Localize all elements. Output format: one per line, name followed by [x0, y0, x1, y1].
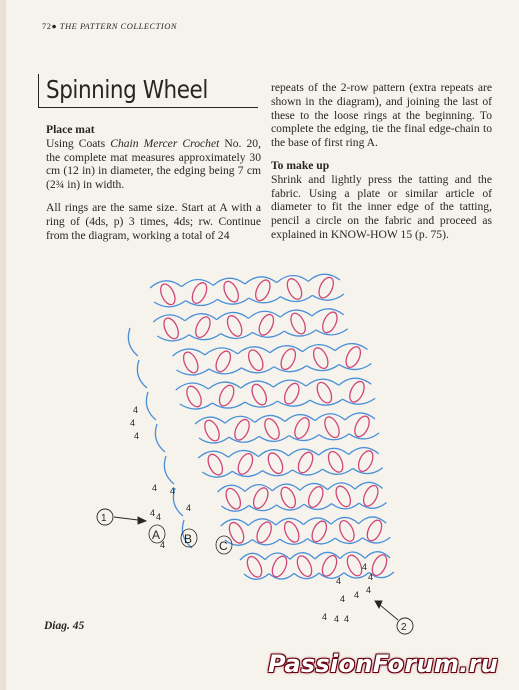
tatting-ring [295, 450, 315, 475]
stitch-count-label: 4 [156, 512, 162, 522]
tatting-ring [294, 554, 314, 579]
stitch-count-label: 4 [152, 483, 158, 493]
tatting-ring [269, 554, 289, 579]
chain-arc [164, 456, 174, 484]
tatting-ring [221, 279, 241, 304]
stitch-count-label: 4 [130, 418, 136, 428]
page-edge [0, 0, 6, 690]
chain-arc [217, 298, 249, 304]
tatting-ring [251, 486, 271, 511]
chain-arc [137, 360, 147, 388]
chain-arc [221, 332, 253, 338]
tatting-ring [326, 449, 346, 474]
tatting-ring [262, 416, 282, 441]
chain-arc [281, 295, 313, 301]
tatting-ring [184, 384, 204, 409]
running-head [42, 21, 177, 31]
tatting-ring [364, 518, 384, 543]
stitch-count-label: 4 [322, 612, 328, 622]
ring-label-a: A [152, 528, 161, 542]
stitch-count-label: 4 [340, 594, 346, 604]
tatting-ring [311, 346, 331, 371]
stitch-count-label: 4 [160, 540, 166, 550]
ring-label-c: C [219, 539, 228, 553]
stitch-count-label: 4 [344, 614, 350, 624]
stitch-count-label: 4 [368, 572, 374, 582]
tatting-ring [223, 486, 243, 511]
tatting-ring [193, 315, 213, 340]
tatting-ring [356, 449, 376, 474]
ring-label-b: B [184, 532, 193, 546]
chain-arc [154, 301, 186, 307]
tatting-ring [314, 380, 334, 405]
chain-arc [128, 328, 138, 356]
tatting-ring [232, 417, 252, 442]
pattern-title: Spinning Wheel [46, 75, 208, 104]
stitch-count-label: 4 [362, 562, 368, 572]
stitch-count-label: 4 [334, 614, 340, 624]
tatting-ring [256, 312, 276, 337]
callout-2-label: 2 [401, 622, 407, 633]
place-mat-heading: Place mat [46, 123, 95, 136]
tatting-ring [282, 381, 302, 406]
tatting-ring [246, 348, 266, 373]
tatting-ring [226, 520, 246, 545]
tatting-ring [265, 451, 285, 476]
tatting-ring [254, 520, 274, 545]
tatting-ring [278, 485, 298, 510]
tatting-ring [189, 280, 209, 305]
page-number: 72 [42, 21, 52, 31]
right-column [271, 81, 492, 242]
tatting-ring [225, 313, 245, 338]
tatting-ring [278, 347, 298, 372]
thread-name: Chain Mercer Crochet [110, 136, 220, 150]
make-up-heading: To make up [271, 158, 330, 172]
callout-1-label: 1 [101, 513, 107, 524]
title-rule-vertical [38, 74, 39, 108]
stitch-count-label: 4 [354, 590, 360, 600]
diagram-caption: Diag. 45 [44, 620, 85, 632]
callout-1 [97, 509, 146, 525]
stitch-count-label: 4 [186, 503, 192, 513]
tatting-ring [253, 278, 273, 303]
chain-arc [284, 330, 316, 336]
tatting-ring [158, 282, 178, 307]
tatting-ring [319, 553, 339, 578]
tatting-ring [309, 519, 329, 544]
tatting-ring [320, 310, 340, 335]
tatting-ring [352, 414, 372, 439]
tatting-ring [288, 311, 308, 336]
tatting-ring [217, 383, 237, 408]
chain-arc [155, 424, 165, 452]
tatting-ring [343, 345, 363, 370]
tatting-ring [316, 275, 336, 300]
tatting-ring [161, 316, 181, 341]
stitch-count-label: 4 [170, 486, 176, 496]
tatting-rings [158, 275, 390, 579]
tatting-ring [213, 349, 233, 374]
tatting-ring [181, 350, 201, 375]
stitch-count-label: 4 [150, 508, 156, 518]
tatting-ring [249, 382, 269, 407]
tatting-ring [333, 484, 353, 509]
tatting-ring [337, 518, 357, 543]
tatting-ring [202, 418, 222, 443]
tatting-diagram [90, 258, 430, 638]
make-up-paragraph: Shrink and lightly press the tatting and the fabric. Using a plate or similar article of diameter to fit the inner edge of the tatting, pencil a circle on the fabric and proceed as explained in KNOW-HOW 15 (p. 75). [271, 172, 492, 241]
left-column [46, 123, 261, 242]
stitch-count-label: 4 [366, 585, 372, 595]
tatting-ring [205, 452, 225, 477]
tatting-ring [322, 415, 342, 440]
tatting-ring [284, 276, 304, 301]
tatting-ring [244, 554, 264, 579]
materials-text-end: No. 20, the complete mat measures approximately 30 cm (12 in) in diameter, the edging being 7 cm (2¾ in) in width. [46, 136, 261, 192]
tatting-ring [235, 451, 255, 476]
section-title: THE PATTERN COLLECTION [59, 21, 178, 31]
chain-arc [157, 335, 189, 341]
tatting-ring [361, 483, 381, 508]
tatting-ring [292, 416, 312, 441]
callout-2 [375, 601, 413, 634]
stitch-count-label: 4 [133, 405, 139, 415]
materials-paragraph [46, 137, 261, 192]
stitch-count-label: 4 [336, 576, 342, 586]
tatting-ring [306, 484, 326, 509]
tatting-ring [347, 379, 367, 404]
chain-arc [146, 392, 156, 420]
site-watermark: PassionForum.ru [268, 650, 499, 678]
instructions-paragraph: All rings are the same size. Start at A with a ring of (4ds, p) 3 times, 4ds; rw. Continue from the diagram, working a total of 24 [46, 200, 261, 242]
instructions-continued: repeats of the 2-row pattern (extra repeats are shown in the diagram), and joining the last of these to the loose rings at the beginning. To complete the edging, tie the final edge-chain to the base of first ring A. [271, 81, 492, 150]
bullet-icon: ● [51, 21, 58, 31]
stitch-count-label: 4 [134, 431, 140, 441]
tatting-ring [282, 519, 302, 544]
title-rule-horizontal [38, 107, 258, 108]
materials-text-start: Using Coats [46, 136, 111, 150]
